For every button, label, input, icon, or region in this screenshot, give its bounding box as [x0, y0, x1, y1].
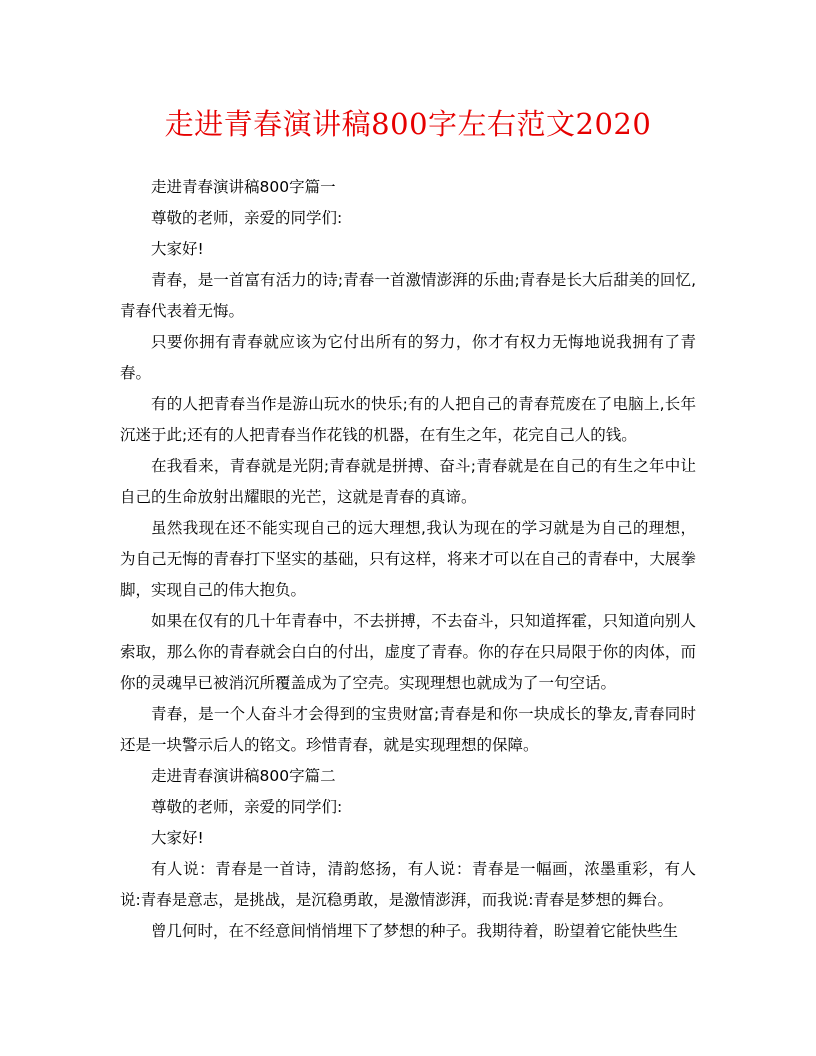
- paragraph: 尊敬的老师，亲爱的同学们:: [151, 798, 343, 816]
- paragraph: 青春，是一个人奋斗才会得到的宝贵财富;青春是和你一块成长的挚友,青春同时还是一块警示后人的铭文。珍惜青春，就是实现理想的保障。: [120, 705, 696, 754]
- paragraph: 大家好!: [151, 240, 204, 258]
- paragraph: 走进青春演讲稿800字篇二: [151, 767, 336, 785]
- document-title: 走进青春演讲稿800字左右范文2020: [164, 107, 652, 141]
- paragraph: 有人说：青春是一首诗，清韵悠扬，有人说：青春是一幅画，浓墨重彩，有人说:青春是意志，是挑战，是沉稳勇敢，是激情澎湃，而我说:青春是梦想的舞台。: [120, 860, 696, 909]
- paragraph: 在我看来，青春就是光阴;青春就是拼搏、奋斗;青春就是在自己的有生之年中让自己的生命放射出耀眼的光芒，这就是青春的真谛。: [120, 457, 696, 506]
- document-body: [120, 172, 696, 947]
- paragraph: 走进青春演讲稿800字篇一: [151, 178, 336, 196]
- paragraph: 尊敬的老师，亲爱的同学们:: [151, 209, 343, 227]
- paragraph: 曾几何时，在不经意间悄悄埋下了梦想的种子。我期待着，盼望着它能快些生: [151, 922, 679, 940]
- paragraph: 只要你拥有青春就应该为它付出所有的努力，你才有权力无悔地说我拥有了青春。: [120, 333, 696, 382]
- paragraph: 如果在仅有的几十年青春中，不去拼搏，不去奋斗，只知道挥霍，只知道向别人索取，那么你的青春就会白白的付出，虚度了青春。你的存在只局限于你的肉体，而你的灵魂早已被消沉所覆盖成为了空壳。实现理想也就成为了一句空话。: [120, 612, 696, 692]
- paragraph: 有的人把青春当作是游山玩水的快乐;有的人把自己的青春荒废在了电脑上,长年沉迷于此;还有的人把青春当作花钱的机器，在有生之年，花完自己人的钱。: [120, 395, 696, 444]
- paragraph: 大家好!: [151, 829, 204, 847]
- paragraph: 青春，是一首富有活力的诗;青春一首激情澎湃的乐曲;青春是长大后甜美的回忆,青春代表着无悔。: [120, 271, 696, 320]
- paragraph: 虽然我现在还不能实现自己的远大理想,我认为现在的学习就是为自己的理想，为自己无悔的青春打下坚实的基础，只有这样，将来才可以在自己的青春中，大展拳脚，实现自己的伟大抱负。: [120, 519, 696, 599]
